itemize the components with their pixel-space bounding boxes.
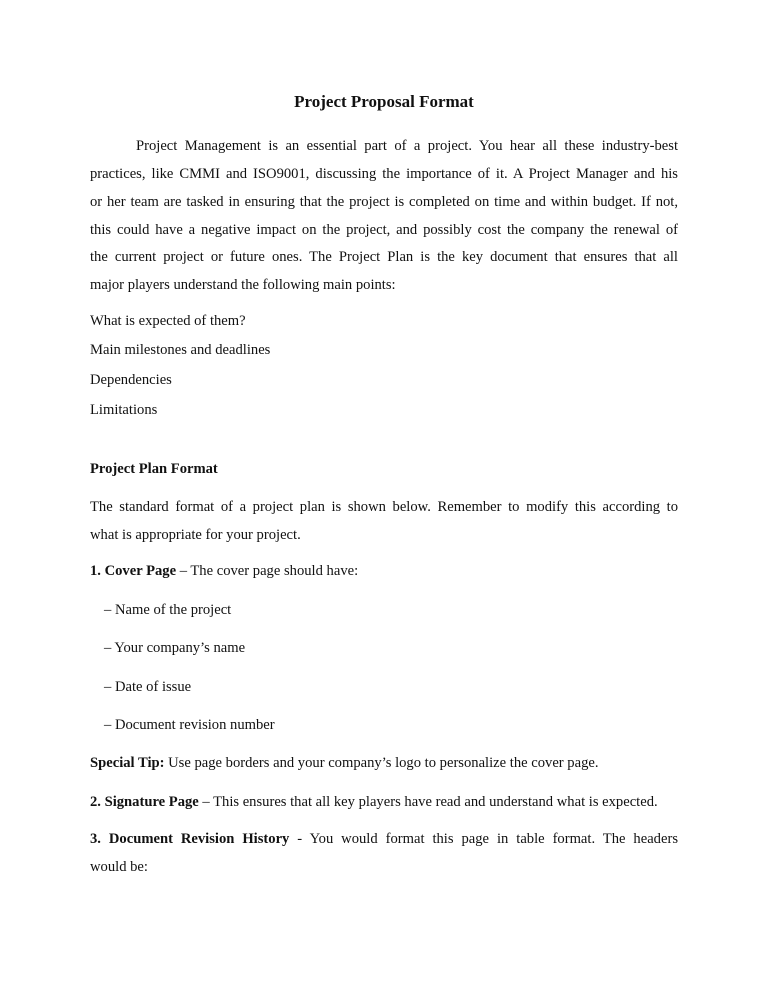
revision-history-continuation: would be: <box>90 859 148 875</box>
plan-intro-line: what is appropriate for your project. <box>90 527 301 543</box>
list-item: Limitations <box>90 402 158 418</box>
intro-line: this could have a negative impact on the project, and possibly cost the company the renewal of <box>90 222 678 238</box>
list-item: Main milestones and deadlines <box>90 342 271 358</box>
intro-line: major players understand the following main points: <box>90 277 396 293</box>
list-item: Dependencies <box>90 372 172 388</box>
signature-page-item <box>90 793 658 811</box>
intro-line: or her team are tasked in ensuring that the project is completed on time and within budget. If not, <box>90 194 678 210</box>
cover-page-item <box>90 562 358 580</box>
signature-page-text: – This ensures that all key players have read and understand what is expected. <box>198 794 658 810</box>
revision-history-text: - You would format this page in table format. The headers <box>289 831 678 847</box>
page-title: Project Proposal Format <box>294 92 474 111</box>
special-tip-text: Use page borders and your company’s logo to personalize the cover page. <box>164 755 599 771</box>
revision-history-item <box>90 830 678 848</box>
plan-intro-line: The standard format of a project plan is shown below. Remember to modify this according to <box>90 499 678 515</box>
list-item: What is expected of them? <box>90 313 246 329</box>
cover-list-item: – Date of issue <box>104 679 192 695</box>
cover-page-text: – The cover page should have: <box>176 563 359 579</box>
cover-list-item: – Name of the project <box>104 602 232 618</box>
section-heading: Project Plan Format <box>90 461 218 477</box>
cover-page-label: 1. Cover Page <box>90 563 177 579</box>
special-tip <box>90 754 599 772</box>
intro-line: practices, like CMMI and ISO9001, discussing the importance of it. A Project Manager and his <box>90 166 678 182</box>
intro-line: the current project or future ones. The Project Plan is the key document that ensures that all <box>90 249 678 265</box>
cover-list-item: – Your company’s name <box>104 640 246 656</box>
cover-list-item: – Document revision number <box>104 717 275 733</box>
special-tip-label: Special Tip: <box>90 755 165 771</box>
revision-history-label: 3. Document Revision History <box>90 831 290 847</box>
intro-line: Project Management is an essential part of a project. You hear all these industry-best <box>136 138 678 154</box>
signature-page-label: 2. Signature Page <box>90 794 199 810</box>
